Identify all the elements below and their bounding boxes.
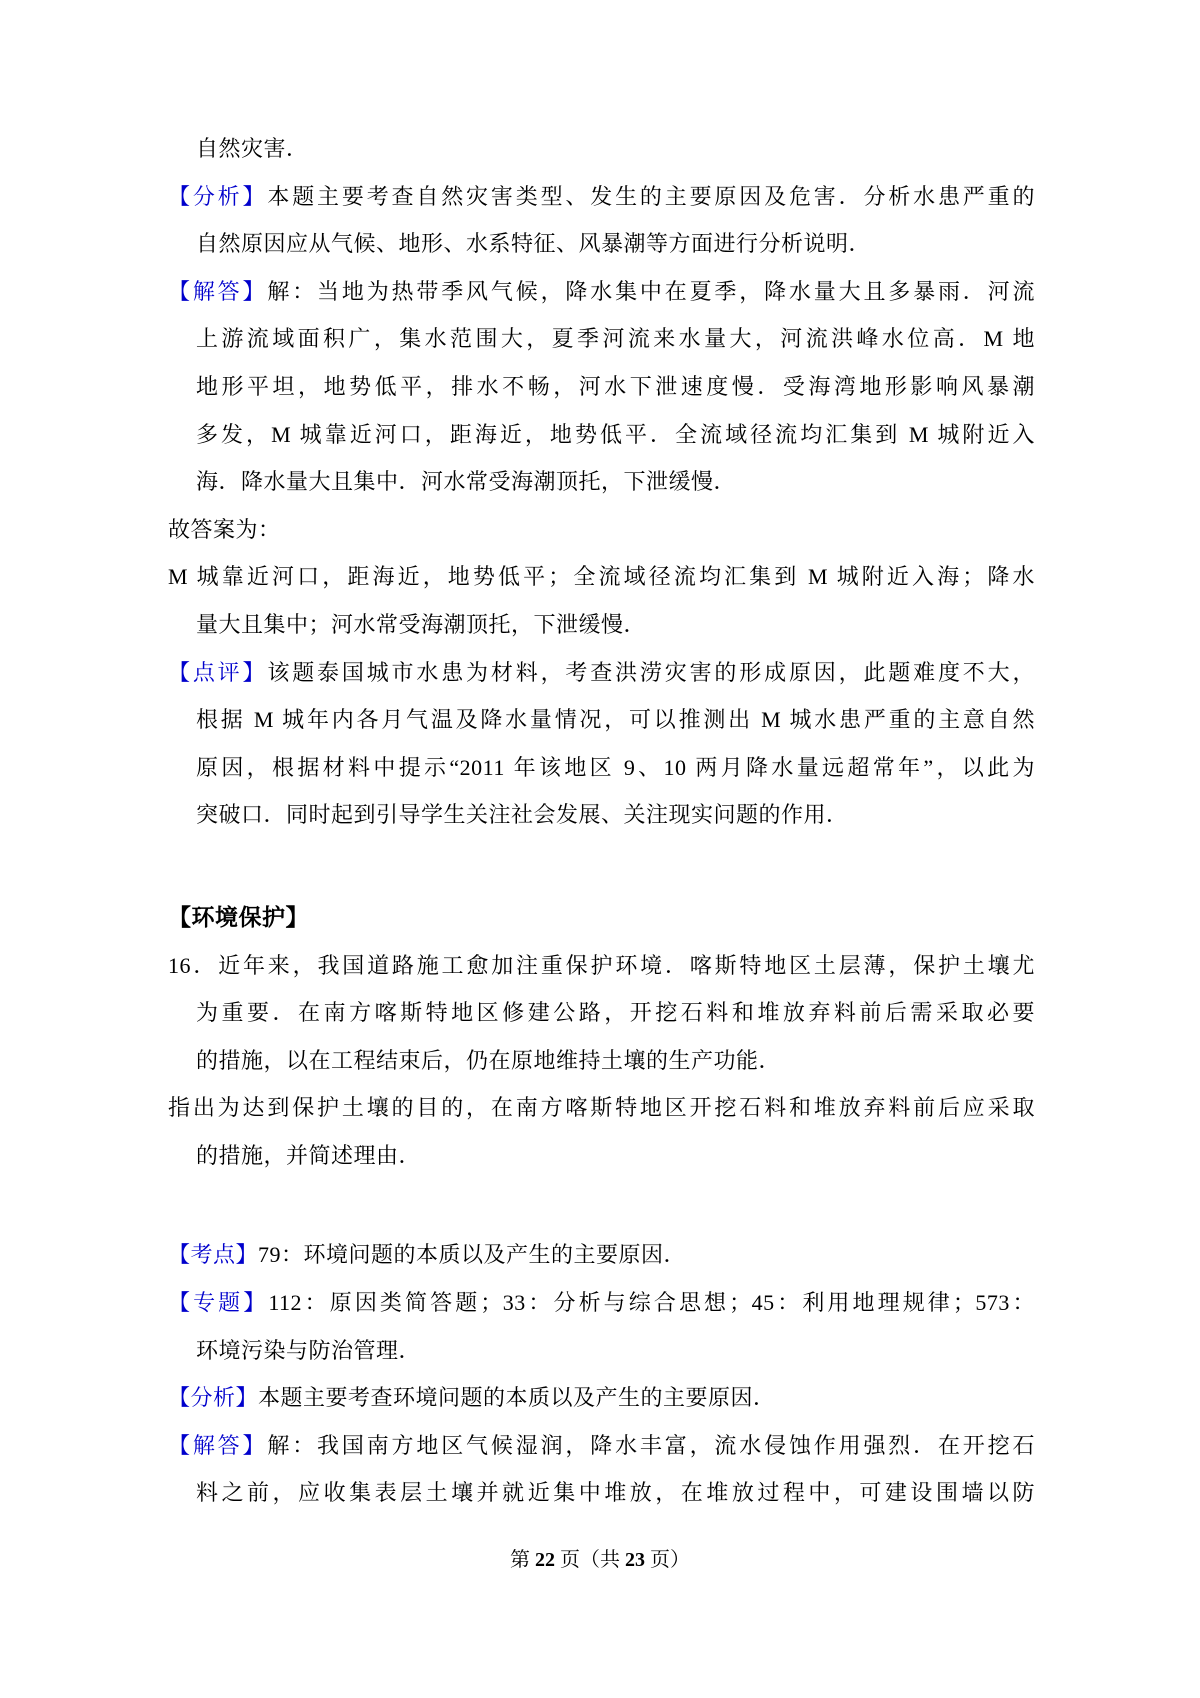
text-line: [168, 791, 1035, 839]
line-text: 本题主要考查环境问题的本质以及产生的主要原因．: [258, 1385, 776, 1411]
line-text: 自然原因应从气候、地形、水系特征、风暴潮等方面进行分析说明．: [196, 231, 872, 257]
line-text: 原因，根据材料中提示“2011 年该地区 9、10 两月降水量远超常年”，以此为: [196, 754, 1035, 780]
line-text: 环境污染与防治管理．: [196, 1337, 422, 1363]
text-line: [168, 942, 1035, 990]
text-line: [168, 1422, 1035, 1470]
text-line: [168, 506, 1035, 554]
document-body: [168, 125, 1035, 1517]
text-line: [168, 601, 1035, 649]
page-footer: [0, 1546, 1200, 1574]
line-text: 79：环境问题的本质以及产生的主要原因．: [258, 1242, 687, 1268]
section-label: 【分析】: [168, 183, 268, 209]
text-line: [168, 1279, 1035, 1327]
total-pages: 23: [625, 1549, 645, 1571]
text-line: [168, 173, 1035, 221]
line-text: 根据 M 城年内各月气温及降水量情况，可以推测出 M 城水患严重的主意自然: [196, 707, 1035, 733]
text-line: [168, 411, 1035, 459]
text-line: [168, 553, 1035, 601]
line-text: 的措施，以在工程结束后，仍在原地维持土壤的生产功能．: [196, 1047, 782, 1073]
section-label: 【点评】: [168, 659, 268, 685]
text-line: [168, 1327, 1035, 1375]
text-line: [168, 125, 1035, 173]
line-text: 突破口．同时起到引导学生关注社会发展、关注现实问题的作用．: [196, 802, 849, 828]
page-number: 22: [535, 1549, 555, 1571]
line-text: 料之前，应收集表层土壤并就近集中堆放，在堆放过程中，可建设围墙以防: [196, 1480, 1035, 1506]
line-text: 解：当地为热带季风气候，降水集中在夏季，降水量大且多暴雨．河流: [267, 278, 1035, 304]
section-label: 【分析】: [168, 1385, 259, 1411]
text-line: [168, 363, 1035, 411]
text-line: [168, 1374, 1035, 1422]
text-line: [168, 744, 1035, 792]
text-line: [168, 649, 1035, 697]
text-line: [168, 315, 1035, 363]
text-line: [168, 1132, 1035, 1180]
line-text: 解：我国南方地区气候湿润，降水丰富，流水侵蚀作用强烈．在开挖石: [267, 1432, 1035, 1458]
line-text: 本题主要考查自然灾害类型、发生的主要原因及危害．分析水患严重的: [267, 183, 1035, 209]
line-text: 量大且集中；河水常受海潮顶托，下泄缓慢．: [196, 611, 647, 637]
footer-prefix: 第: [510, 1549, 535, 1571]
footer-suffix: 页）: [645, 1549, 690, 1571]
text-line: [168, 1231, 1035, 1279]
text-line: [168, 1084, 1035, 1132]
line-text: M 城靠近河口，距海近，地势低平；全流域径流均汇集到 M 城附近入海；降水: [168, 564, 1035, 590]
footer-middle: 页（共: [555, 1549, 625, 1571]
section-label: 【解答】: [168, 278, 268, 304]
line-text: 故答案为：: [168, 516, 281, 542]
section-label: 【解答】: [168, 1432, 268, 1458]
line-text: 海．降水量大且集中．河水常受海潮顶托，下泄缓慢．: [196, 469, 737, 495]
line-text: 为重要．在南方喀斯特地区修建公路，开挖石料和堆放弃料前后需采取必要: [196, 1000, 1035, 1026]
text-line: [168, 220, 1035, 268]
line-text: 多发，M 城靠近河口，距海近，地势低平．全流域径流均汇集到 M 城附近入: [196, 421, 1035, 447]
text-line: [168, 458, 1035, 506]
text-line: [168, 696, 1035, 744]
text-line: [168, 894, 1035, 942]
section-label: 【考点】: [168, 1242, 259, 1268]
line-text: 的措施，并简述理由．: [196, 1142, 422, 1168]
line-text: 112：原因类简答题；33：分析与综合思想；45：利用地理规律；573：: [268, 1290, 1035, 1316]
section-label: 【专题】: [168, 1290, 269, 1316]
text-line: [168, 1469, 1035, 1517]
line-text: 地形平坦，地势低平，排水不畅，河水下泄速度慢．受海湾地形影响风暴潮: [196, 373, 1035, 399]
line-text: 16．近年来，我国道路施工愈加注重保护环境．喀斯特地区土层薄，保护土壤尤: [168, 952, 1035, 978]
line-text: 该题泰国城市水患为材料，考查洪涝灾害的形成原因，此题难度不大，: [267, 659, 1035, 685]
text-line: [168, 989, 1035, 1037]
line-text: 指出为达到保护土壤的目的，在南方喀斯特地区开挖石料和堆放弃料前后应采取: [168, 1095, 1035, 1121]
text-line: [168, 268, 1035, 316]
text-line: [168, 1037, 1035, 1085]
line-text: 【环境保护】: [168, 904, 309, 930]
line-text: 自然灾害．: [196, 136, 309, 161]
line-text: 上游流域面积广，集水范围大，夏季河流来水量大，河流洪峰水位高．M 地: [196, 326, 1035, 352]
